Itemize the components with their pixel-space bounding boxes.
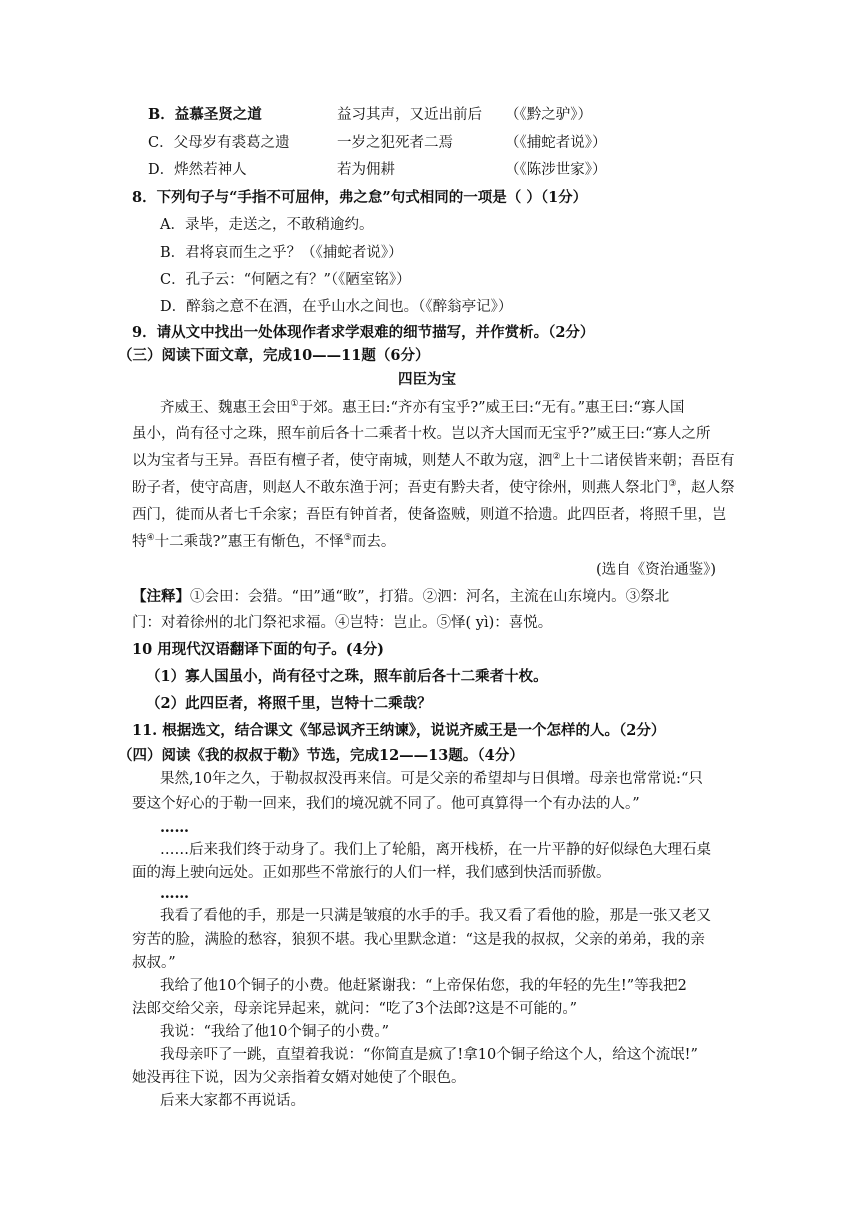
- excerpt-line-9: 法郎交给父亲，母亲诧异起来，就问：“吃了3个法郎?这是不可能的。”: [132, 1001, 578, 1017]
- notes-label: 【注释】: [132, 588, 190, 605]
- passage-source: (选自《资治通鉴》): [596, 562, 717, 578]
- excerpt-line-5: 我看了看他的手，那是一只满是皱痕的水手的手。我又看了看他的脸，那是一张又老又: [160, 908, 711, 924]
- q8-option-b: B．君将哀而生之乎？（《捕蛇者说》）: [160, 245, 403, 261]
- q8-option-a: A．录毕，走送之，不敢稍逾约。: [160, 217, 374, 233]
- footnote-marker-4: ④: [146, 533, 155, 544]
- q11-stem: 11. 根据选文，结合课文《邹忌讽齐王纳谏》，说说齐威王是一个怎样的人。（2分）: [132, 722, 666, 739]
- footnote-marker-1: ①: [290, 399, 299, 410]
- excerpt-ellipsis-1: ……: [160, 819, 189, 836]
- excerpt-line-7: 叔叔。”: [132, 955, 176, 971]
- excerpt-line-6: 穷苦的脸，满脸的愁容，狼狈不堪。我心里默念道：“这是我的叔叔，父亲的弟弟，我的亲: [132, 932, 705, 948]
- footnote-marker-5: ⑤: [343, 533, 352, 544]
- q7-option-c-sentence: 一岁之犯死者二焉: [337, 135, 453, 151]
- excerpt-line-4: 面的海上驶向远处。正如那些不常旅行的人们一样，我们感到快活而骄傲。: [132, 865, 611, 881]
- q7-option-d-sentence: 若为佣耕: [337, 162, 395, 178]
- passage-line-3: 以为宝者与王异。吾臣有檀子者，使守南城，则楚人不敢为寇，泗②上十二诸侯皆来朝；吾臣有: [132, 452, 735, 469]
- excerpt-line-12: 她没再往下说，因为父亲指着女婿对她使了个眼色。: [132, 1070, 466, 1086]
- q9-stem: 9．请从文中找出一处体现作者求学艰难的细节描写，并作赏析。（2分）: [132, 324, 595, 341]
- q8-option-c: C．孔子云：“何陋之有？”（《陋室铭》）: [160, 272, 411, 288]
- notes-line-1: 【注释】①会田：会猎。“田”通“畋”，打猎。②泗：河名，主流在山东境内。③祭北: [132, 588, 670, 605]
- footnote-marker-3: ③: [668, 479, 677, 490]
- q7-option-b-sentence: 益习其声，又近出前后: [337, 107, 482, 123]
- passage-line-6: 特④十二乘哉?”惠王有惭色，不怿⑤而去。: [132, 533, 396, 550]
- q10-item-2: （2）此四臣者，将照千里，岂特十二乘哉？: [146, 695, 432, 712]
- excerpt-line-10: 我说：“我给了他10个铜子的小费。”: [160, 1024, 390, 1040]
- q8-stem: 8．下列句子与“手指不可屈伸，弗之怠”句式相同的一项是（ ）（1分）: [132, 189, 588, 206]
- passage-line-2: 虽小，尚有径寸之珠，照车前后各十二乘者十枚。岂以齐大国而无宝乎?”威王曰:“寡人之所: [132, 426, 711, 442]
- excerpt-line-13: 后来大家都不再说话。: [160, 1093, 305, 1109]
- excerpt-line-1: 果然,10年之久，于勒叔叔没再来信。可是父亲的希望却与日俱增。母亲也常常说:“只: [160, 771, 703, 787]
- q10-stem: 10 用现代汉语翻译下面的句子。(4分): [132, 641, 385, 658]
- passage-line-5: 西门，徙而从者七千余家；吾臣有钟首者，使备盗贼，则道不拾遗。此四臣者，将照千里，岂: [132, 507, 727, 523]
- q7-option-b: B．益慕圣贤之道: [148, 106, 262, 123]
- q7-option-d-source: （《陈涉世家》）: [505, 162, 607, 178]
- excerpt-line-11: 我母亲吓了一跳，直望着我说：“你简直是疯了!拿10个铜子给这个人，给这个流氓!”: [160, 1047, 698, 1063]
- footnote-marker-2: ②: [552, 452, 561, 463]
- notes-line-2: 门：对着徐州的北门祭祀求福。④岂特：岂止。⑤怿( yì)：喜悦。: [132, 615, 553, 631]
- excerpt-line-2: 要这个好心的于勒一回来，我们的境况就不同了。他可真算得一个有办法的人。”: [132, 796, 640, 812]
- q7-option-d: D．烨然若神人: [148, 162, 247, 178]
- q7-option-c-source: （《捕蛇者说》）: [505, 135, 607, 151]
- section4-heading: （四）阅读《我的叔叔于勒》节选，完成12——13题。（4分）: [118, 747, 524, 764]
- passage-line-4: 盼子者，使守高唐，则赵人不敢东渔于河；吾吏有黔夫者，使守徐州，则燕人祭北门③，赵人祭: [132, 479, 735, 496]
- q7-option-b-source: （《黔之驴》）: [505, 107, 592, 123]
- passage-title: 四臣为宝: [398, 371, 456, 388]
- q10-item-1: （1）寡人国虽小，尚有径寸之珠，照车前后各十二乘者十枚。: [146, 668, 548, 685]
- excerpt-line-3: ……后来我们终于动身了。我们上了轮船，离开栈桥，在一片平静的好似绿色大理石桌: [160, 842, 711, 858]
- q8-option-d: D．醉翁之意不在酒，在乎山水之间也。（《醉翁亭记》）: [160, 299, 513, 315]
- excerpt-ellipsis-2: ……: [160, 885, 189, 902]
- passage-line-1: 齐威王、魏惠王会田①于郊。惠王曰:“齐亦有宝乎?”威王曰:“无有。”惠王曰:“寡人国: [160, 399, 685, 416]
- section3-heading: （三）阅读下面文章，完成10——11题（6分）: [118, 347, 430, 364]
- excerpt-line-8: 我给了他10个铜子的小费。他赶紧谢我：“上帝保佑您，我的年轻的先生!”等我把2: [160, 978, 687, 994]
- q7-option-c: C．父母岁有裘葛之遗: [148, 135, 290, 151]
